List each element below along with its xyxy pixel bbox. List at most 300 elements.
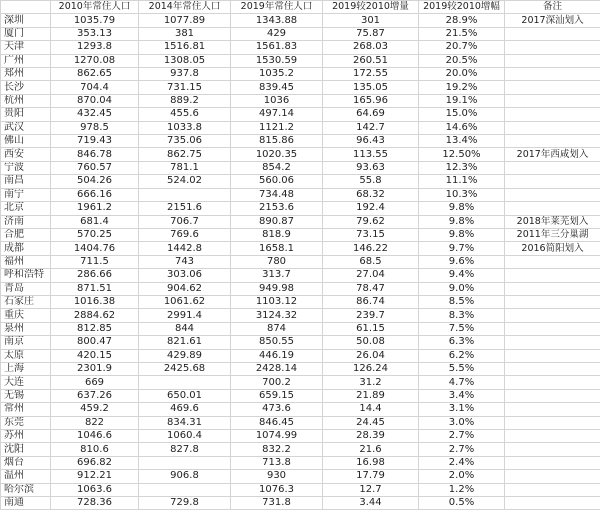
increase-cell: 73.15 bbox=[323, 228, 419, 241]
pop-2019-cell: 731.8 bbox=[231, 497, 323, 510]
table-row bbox=[1, 443, 600, 456]
increase-cell: 142.7 bbox=[323, 121, 419, 134]
pop-2019-cell: 930 bbox=[231, 470, 323, 483]
remark-cell bbox=[505, 336, 600, 349]
pop-2014-cell: 1077.89 bbox=[139, 14, 231, 27]
table-row bbox=[1, 295, 600, 308]
pop-2014-cell: 469.6 bbox=[139, 403, 231, 416]
header-cell-increase: 2019较2010增量 bbox=[323, 1, 419, 14]
growth-cell: 10.3% bbox=[419, 188, 505, 201]
growth-cell: 12.50% bbox=[419, 148, 505, 161]
table-row bbox=[1, 255, 600, 268]
increase-cell: 61.15 bbox=[323, 322, 419, 335]
growth-cell: 28.9% bbox=[419, 14, 505, 27]
table-row bbox=[1, 161, 600, 174]
pop-2019-cell: 846.45 bbox=[231, 416, 323, 429]
growth-cell: 20.5% bbox=[419, 54, 505, 67]
pop-2019-cell: 780 bbox=[231, 255, 323, 268]
pop-2010-cell: 912.21 bbox=[51, 470, 139, 483]
city-cell: 沈阳 bbox=[1, 443, 51, 456]
table-row bbox=[1, 54, 600, 67]
pop-2019-cell: 700.2 bbox=[231, 376, 323, 389]
pop-2019-cell: 818.9 bbox=[231, 228, 323, 241]
pop-2014-cell: 827.8 bbox=[139, 443, 231, 456]
increase-cell: 21.6 bbox=[323, 443, 419, 456]
pop-2019-cell: 2428.14 bbox=[231, 362, 323, 375]
growth-cell: 19.1% bbox=[419, 94, 505, 107]
growth-cell: 8.5% bbox=[419, 295, 505, 308]
table-row bbox=[1, 41, 600, 54]
increase-cell: 50.08 bbox=[323, 336, 419, 349]
pop-2010-cell: 728.36 bbox=[51, 497, 139, 510]
increase-cell: 126.24 bbox=[323, 362, 419, 375]
increase-cell: 192.4 bbox=[323, 202, 419, 215]
city-cell: 东莞 bbox=[1, 416, 51, 429]
pop-2019-cell: 815.86 bbox=[231, 135, 323, 148]
header-cell-growth: 2019较2010增幅 bbox=[419, 1, 505, 14]
increase-cell: 12.7 bbox=[323, 483, 419, 496]
pop-2010-cell: 719.43 bbox=[51, 135, 139, 148]
increase-cell: 93.63 bbox=[323, 161, 419, 174]
pop-2019-cell: 839.45 bbox=[231, 81, 323, 94]
pop-2019-cell: 734.48 bbox=[231, 188, 323, 201]
remark-cell bbox=[505, 483, 600, 496]
pop-2010-cell: 810.6 bbox=[51, 443, 139, 456]
remark-cell bbox=[505, 161, 600, 174]
growth-cell: 9.6% bbox=[419, 255, 505, 268]
table-row bbox=[1, 202, 600, 215]
pop-2019-cell: 1020.35 bbox=[231, 148, 323, 161]
table-row bbox=[1, 14, 600, 27]
pop-2014-cell: 455.6 bbox=[139, 108, 231, 121]
pop-2010-cell: 1293.8 bbox=[51, 41, 139, 54]
increase-cell: 172.55 bbox=[323, 68, 419, 81]
increase-cell: 17.79 bbox=[323, 470, 419, 483]
remark-cell bbox=[505, 309, 600, 322]
growth-cell: 20.7% bbox=[419, 41, 505, 54]
remark-cell bbox=[505, 403, 600, 416]
increase-cell: 146.22 bbox=[323, 242, 419, 255]
remark-cell bbox=[505, 255, 600, 268]
pop-2010-cell: 459.2 bbox=[51, 403, 139, 416]
city-cell: 苏州 bbox=[1, 430, 51, 443]
pop-2010-cell: 681.4 bbox=[51, 215, 139, 228]
remark-cell bbox=[505, 282, 600, 295]
city-cell: 厦门 bbox=[1, 27, 51, 40]
pop-2010-cell: 420.15 bbox=[51, 349, 139, 362]
city-cell: 广州 bbox=[1, 54, 51, 67]
remark-cell bbox=[505, 175, 600, 188]
pop-2010-cell: 669 bbox=[51, 376, 139, 389]
pop-2014-cell: 2991.4 bbox=[139, 309, 231, 322]
increase-cell: 16.98 bbox=[323, 456, 419, 469]
table-row bbox=[1, 81, 600, 94]
pop-2019-cell: 854.2 bbox=[231, 161, 323, 174]
city-cell: 南昌 bbox=[1, 175, 51, 188]
city-cell: 福州 bbox=[1, 255, 51, 268]
city-cell: 上海 bbox=[1, 362, 51, 375]
pop-2010-cell: 504.26 bbox=[51, 175, 139, 188]
pop-2010-cell: 432.45 bbox=[51, 108, 139, 121]
table-row bbox=[1, 68, 600, 81]
table-row bbox=[1, 135, 600, 148]
pop-2010-cell: 846.78 bbox=[51, 148, 139, 161]
pop-2010-cell: 711.5 bbox=[51, 255, 139, 268]
pop-2019-cell: 1530.59 bbox=[231, 54, 323, 67]
remark-cell bbox=[505, 41, 600, 54]
pop-2019-cell: 1035.2 bbox=[231, 68, 323, 81]
city-cell: 温州 bbox=[1, 470, 51, 483]
city-cell: 常州 bbox=[1, 403, 51, 416]
city-cell: 南宁 bbox=[1, 188, 51, 201]
growth-cell: 9.8% bbox=[419, 202, 505, 215]
table-row bbox=[1, 188, 600, 201]
pop-2014-cell: 2425.68 bbox=[139, 362, 231, 375]
pop-2010-cell: 822 bbox=[51, 416, 139, 429]
remark-cell bbox=[505, 349, 600, 362]
increase-cell: 68.32 bbox=[323, 188, 419, 201]
growth-cell: 9.8% bbox=[419, 228, 505, 241]
table-row bbox=[1, 228, 600, 241]
city-cell: 佛山 bbox=[1, 135, 51, 148]
pop-2010-cell: 871.51 bbox=[51, 282, 139, 295]
remark-cell bbox=[505, 295, 600, 308]
pop-2014-cell bbox=[139, 456, 231, 469]
city-cell: 郑州 bbox=[1, 68, 51, 81]
pop-2014-cell: 731.15 bbox=[139, 81, 231, 94]
remark-cell bbox=[505, 54, 600, 67]
city-cell: 西安 bbox=[1, 148, 51, 161]
table-row bbox=[1, 456, 600, 469]
pop-2019-cell: 1121.2 bbox=[231, 121, 323, 134]
remark-cell bbox=[505, 362, 600, 375]
city-cell: 贵阳 bbox=[1, 108, 51, 121]
pop-2019-cell: 1074.99 bbox=[231, 430, 323, 443]
table-row bbox=[1, 215, 600, 228]
increase-cell: 64.69 bbox=[323, 108, 419, 121]
remark-cell bbox=[505, 269, 600, 282]
pop-2010-cell: 1270.08 bbox=[51, 54, 139, 67]
pop-2014-cell: 862.75 bbox=[139, 148, 231, 161]
increase-cell: 135.05 bbox=[323, 81, 419, 94]
pop-2014-cell: 769.6 bbox=[139, 228, 231, 241]
pop-2019-cell: 1076.3 bbox=[231, 483, 323, 496]
table-row bbox=[1, 175, 600, 188]
city-cell: 太原 bbox=[1, 349, 51, 362]
pop-2019-cell: 949.98 bbox=[231, 282, 323, 295]
city-cell: 南京 bbox=[1, 336, 51, 349]
city-cell: 深圳 bbox=[1, 14, 51, 27]
pop-2014-cell: 2151.6 bbox=[139, 202, 231, 215]
table-row bbox=[1, 27, 600, 40]
pop-2010-cell: 570.25 bbox=[51, 228, 139, 241]
pop-2010-cell: 2301.9 bbox=[51, 362, 139, 375]
growth-cell: 9.8% bbox=[419, 215, 505, 228]
pop-2019-cell: 1343.88 bbox=[231, 14, 323, 27]
pop-2014-cell: 735.06 bbox=[139, 135, 231, 148]
remark-cell bbox=[505, 121, 600, 134]
city-cell: 合肥 bbox=[1, 228, 51, 241]
pop-2019-cell: 1103.12 bbox=[231, 295, 323, 308]
remark-cell: 2016简阳划入 bbox=[505, 242, 600, 255]
pop-2014-cell: 937.8 bbox=[139, 68, 231, 81]
growth-cell: 7.5% bbox=[419, 322, 505, 335]
remark-cell bbox=[505, 135, 600, 148]
pop-2010-cell: 1063.6 bbox=[51, 483, 139, 496]
pop-2014-cell bbox=[139, 376, 231, 389]
increase-cell: 26.04 bbox=[323, 349, 419, 362]
table-row bbox=[1, 282, 600, 295]
header-cell-2010: 2010年常住人口 bbox=[51, 1, 139, 14]
pop-2010-cell: 1046.6 bbox=[51, 430, 139, 443]
remark-cell bbox=[505, 376, 600, 389]
pop-2014-cell: 821.61 bbox=[139, 336, 231, 349]
growth-cell: 9.0% bbox=[419, 282, 505, 295]
increase-cell: 239.7 bbox=[323, 309, 419, 322]
growth-cell: 6.3% bbox=[419, 336, 505, 349]
city-cell: 武汉 bbox=[1, 121, 51, 134]
city-cell: 南通 bbox=[1, 497, 51, 510]
pop-2010-cell: 870.04 bbox=[51, 94, 139, 107]
increase-cell: 31.2 bbox=[323, 376, 419, 389]
growth-cell: 21.5% bbox=[419, 27, 505, 40]
remark-cell bbox=[505, 416, 600, 429]
pop-2014-cell: 729.8 bbox=[139, 497, 231, 510]
growth-cell: 2.7% bbox=[419, 443, 505, 456]
pop-2019-cell: 497.14 bbox=[231, 108, 323, 121]
growth-cell: 12.3% bbox=[419, 161, 505, 174]
table-row bbox=[1, 121, 600, 134]
table-row bbox=[1, 309, 600, 322]
remark-cell bbox=[505, 27, 600, 40]
pop-2014-cell: 303.06 bbox=[139, 269, 231, 282]
remark-cell bbox=[505, 497, 600, 510]
table-body bbox=[1, 1, 600, 510]
increase-cell: 78.47 bbox=[323, 282, 419, 295]
growth-cell: 3.4% bbox=[419, 389, 505, 402]
table-row bbox=[1, 483, 600, 496]
city-cell: 长沙 bbox=[1, 81, 51, 94]
pop-2014-cell: 844 bbox=[139, 322, 231, 335]
pop-2014-cell: 429.89 bbox=[139, 349, 231, 362]
remark-cell bbox=[505, 456, 600, 469]
pop-2019-cell: 890.87 bbox=[231, 215, 323, 228]
pop-2014-cell: 381 bbox=[139, 27, 231, 40]
remark-cell bbox=[505, 94, 600, 107]
remark-cell bbox=[505, 470, 600, 483]
city-cell: 烟台 bbox=[1, 456, 51, 469]
remark-cell bbox=[505, 430, 600, 443]
table-row bbox=[1, 242, 600, 255]
city-cell: 天津 bbox=[1, 41, 51, 54]
growth-cell: 6.2% bbox=[419, 349, 505, 362]
increase-cell: 96.43 bbox=[323, 135, 419, 148]
pop-2014-cell: 1308.05 bbox=[139, 54, 231, 67]
pop-2014-cell: 781.1 bbox=[139, 161, 231, 174]
city-cell: 济南 bbox=[1, 215, 51, 228]
city-cell: 北京 bbox=[1, 202, 51, 215]
growth-cell: 9.4% bbox=[419, 269, 505, 282]
pop-2014-cell: 1033.8 bbox=[139, 121, 231, 134]
remark-cell bbox=[505, 202, 600, 215]
growth-cell: 1.2% bbox=[419, 483, 505, 496]
remark-cell bbox=[505, 81, 600, 94]
header-cell-2014: 2014年常住人口 bbox=[139, 1, 231, 14]
remark-cell bbox=[505, 322, 600, 335]
table-row bbox=[1, 376, 600, 389]
pop-2014-cell: 1060.4 bbox=[139, 430, 231, 443]
growth-cell: 19.2% bbox=[419, 81, 505, 94]
table-row bbox=[1, 497, 600, 510]
pop-2019-cell: 473.6 bbox=[231, 403, 323, 416]
table-row bbox=[1, 336, 600, 349]
city-cell: 呼和浩特 bbox=[1, 269, 51, 282]
increase-cell: 68.5 bbox=[323, 255, 419, 268]
table-row bbox=[1, 470, 600, 483]
pop-2014-cell: 706.7 bbox=[139, 215, 231, 228]
pop-2014-cell bbox=[139, 483, 231, 496]
table-row bbox=[1, 349, 600, 362]
header-cell-city bbox=[1, 1, 51, 14]
remark-cell: 2017深汕划入 bbox=[505, 14, 600, 27]
increase-cell: 260.51 bbox=[323, 54, 419, 67]
remark-cell: 2011年三分巢湖 bbox=[505, 228, 600, 241]
table-row bbox=[1, 322, 600, 335]
pop-2010-cell: 353.13 bbox=[51, 27, 139, 40]
pop-2010-cell: 286.66 bbox=[51, 269, 139, 282]
growth-cell: 11.1% bbox=[419, 175, 505, 188]
increase-cell: 24.45 bbox=[323, 416, 419, 429]
pop-2019-cell: 713.8 bbox=[231, 456, 323, 469]
growth-cell: 3.0% bbox=[419, 416, 505, 429]
pop-2014-cell: 743 bbox=[139, 255, 231, 268]
table-row bbox=[1, 389, 600, 402]
city-cell: 石家庄 bbox=[1, 295, 51, 308]
growth-cell: 14.6% bbox=[419, 121, 505, 134]
remark-cell bbox=[505, 389, 600, 402]
pop-2010-cell: 812.85 bbox=[51, 322, 139, 335]
pop-2014-cell: 1516.81 bbox=[139, 41, 231, 54]
pop-2010-cell: 978.5 bbox=[51, 121, 139, 134]
table-row bbox=[1, 148, 600, 161]
increase-cell: 27.04 bbox=[323, 269, 419, 282]
city-cell: 无锡 bbox=[1, 389, 51, 402]
pop-2019-cell: 1561.83 bbox=[231, 41, 323, 54]
remark-cell: 2017年西咸划入 bbox=[505, 148, 600, 161]
increase-cell: 3.44 bbox=[323, 497, 419, 510]
header-row bbox=[1, 1, 600, 14]
pop-2010-cell: 1035.79 bbox=[51, 14, 139, 27]
pop-2019-cell: 446.19 bbox=[231, 349, 323, 362]
remark-cell bbox=[505, 68, 600, 81]
pop-2010-cell: 704.4 bbox=[51, 81, 139, 94]
remark-cell bbox=[505, 108, 600, 121]
pop-2019-cell: 850.55 bbox=[231, 336, 323, 349]
growth-cell: 2.0% bbox=[419, 470, 505, 483]
pop-2010-cell: 637.26 bbox=[51, 389, 139, 402]
pop-2019-cell: 313.7 bbox=[231, 269, 323, 282]
city-cell: 成都 bbox=[1, 242, 51, 255]
increase-cell: 113.55 bbox=[323, 148, 419, 161]
pop-2014-cell bbox=[139, 188, 231, 201]
pop-2014-cell: 889.2 bbox=[139, 94, 231, 107]
increase-cell: 21.89 bbox=[323, 389, 419, 402]
increase-cell: 165.96 bbox=[323, 94, 419, 107]
table-row bbox=[1, 269, 600, 282]
remark-cell: 2018年莱芜划入 bbox=[505, 215, 600, 228]
city-cell: 宁波 bbox=[1, 161, 51, 174]
pop-2010-cell: 1016.38 bbox=[51, 295, 139, 308]
growth-cell: 13.4% bbox=[419, 135, 505, 148]
city-cell: 重庆 bbox=[1, 309, 51, 322]
city-cell: 泉州 bbox=[1, 322, 51, 335]
pop-2014-cell: 1061.62 bbox=[139, 295, 231, 308]
growth-cell: 2.7% bbox=[419, 430, 505, 443]
header-cell-remarks: 备注 bbox=[505, 1, 600, 14]
pop-2014-cell: 904.62 bbox=[139, 282, 231, 295]
pop-2019-cell: 429 bbox=[231, 27, 323, 40]
table-row bbox=[1, 403, 600, 416]
table-row bbox=[1, 108, 600, 121]
increase-cell: 79.62 bbox=[323, 215, 419, 228]
growth-cell: 0.5% bbox=[419, 497, 505, 510]
remark-cell bbox=[505, 443, 600, 456]
growth-cell: 20.0% bbox=[419, 68, 505, 81]
increase-cell: 75.87 bbox=[323, 27, 419, 40]
pop-2010-cell: 1404.76 bbox=[51, 242, 139, 255]
city-cell: 青岛 bbox=[1, 282, 51, 295]
pop-2019-cell: 874 bbox=[231, 322, 323, 335]
increase-cell: 28.39 bbox=[323, 430, 419, 443]
increase-cell: 86.74 bbox=[323, 295, 419, 308]
pop-2010-cell: 800.47 bbox=[51, 336, 139, 349]
pop-2010-cell: 862.65 bbox=[51, 68, 139, 81]
city-cell: 哈尔滨 bbox=[1, 483, 51, 496]
pop-2010-cell: 696.82 bbox=[51, 456, 139, 469]
pop-2010-cell: 1961.2 bbox=[51, 202, 139, 215]
growth-cell: 3.1% bbox=[419, 403, 505, 416]
increase-cell: 301 bbox=[323, 14, 419, 27]
pop-2014-cell: 906.8 bbox=[139, 470, 231, 483]
pop-2010-cell: 760.57 bbox=[51, 161, 139, 174]
growth-cell: 8.3% bbox=[419, 309, 505, 322]
header-cell-2019: 2019年常住人口 bbox=[231, 1, 323, 14]
pop-2014-cell: 650.01 bbox=[139, 389, 231, 402]
pop-2019-cell: 659.15 bbox=[231, 389, 323, 402]
growth-cell: 2.4% bbox=[419, 456, 505, 469]
pop-2010-cell: 2884.62 bbox=[51, 309, 139, 322]
pop-2014-cell: 1442.8 bbox=[139, 242, 231, 255]
table-row bbox=[1, 416, 600, 429]
pop-2019-cell: 832.2 bbox=[231, 443, 323, 456]
growth-cell: 9.7% bbox=[419, 242, 505, 255]
city-cell: 杭州 bbox=[1, 94, 51, 107]
table-row bbox=[1, 94, 600, 107]
increase-cell: 14.4 bbox=[323, 403, 419, 416]
pop-2019-cell: 2153.6 bbox=[231, 202, 323, 215]
pop-2019-cell: 560.06 bbox=[231, 175, 323, 188]
pop-2010-cell: 666.16 bbox=[51, 188, 139, 201]
table-row bbox=[1, 362, 600, 375]
increase-cell: 268.03 bbox=[323, 41, 419, 54]
table-row bbox=[1, 430, 600, 443]
pop-2014-cell: 834.31 bbox=[139, 416, 231, 429]
growth-cell: 5.5% bbox=[419, 362, 505, 375]
pop-2019-cell: 3124.32 bbox=[231, 309, 323, 322]
city-cell: 大连 bbox=[1, 376, 51, 389]
growth-cell: 4.7% bbox=[419, 376, 505, 389]
remark-cell bbox=[505, 188, 600, 201]
